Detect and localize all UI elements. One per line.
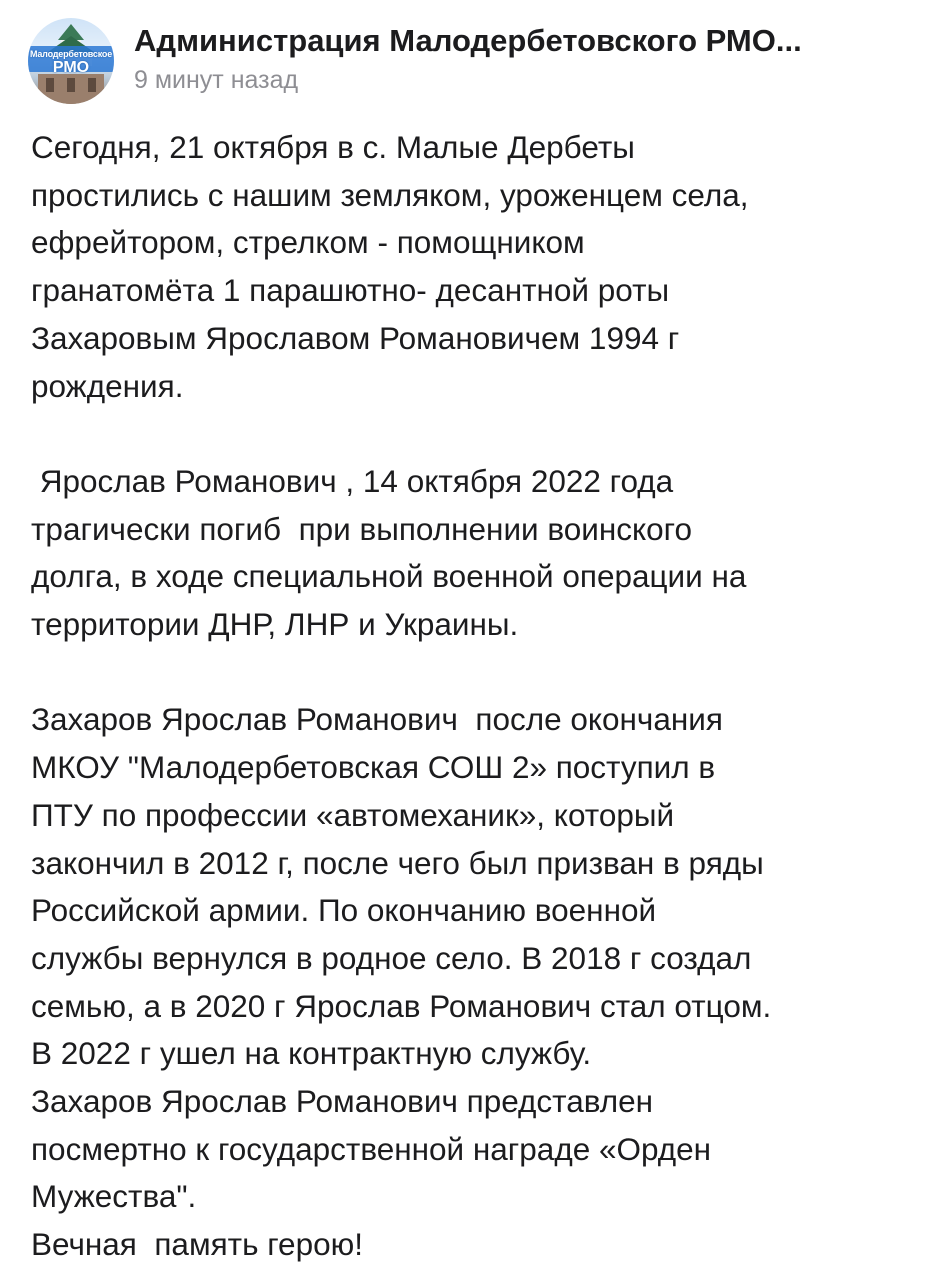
avatar-label-large: РМО [52, 59, 90, 76]
post-text [31, 124, 911, 1269]
post-timestamp[interactable]: 9 минут назад [134, 66, 299, 94]
post-text-line: гранатомёта 1 парашютно- десантной роты [31, 272, 670, 309]
post-text-line: Сегодня, 21 октября в с. Малые Дербеты [31, 129, 635, 165]
post-text-line: закончил в 2012 г, после чего был призван в ряды [31, 844, 764, 881]
post-text-line: трагически погиб при выполнении воинского [31, 510, 692, 547]
post-text-line: ПТУ по профессии «автомеханик», который [31, 796, 675, 833]
post-text-line: службы вернулся в родное село. В 2018 г создал [31, 939, 752, 976]
post-text-line: простились с нашим земляком, уроженцем села, [31, 176, 749, 213]
post-text-line: долга, в ходе специальной военной операции на [31, 558, 747, 595]
post-text-line: Захаровым Ярославом Романовичем 1994 г [31, 319, 680, 356]
avatar-label-small: Малодербетовское [29, 49, 113, 59]
post-text-line: Захаров Ярослав Романович представлен [31, 1083, 654, 1120]
paragraph-gap [31, 410, 911, 458]
post-text-line: МКОУ "Малодербетовская СОШ 2» поступил в [31, 749, 716, 786]
post-text-line: семью, а в 2020 г Ярослав Романович стал отцом. [31, 987, 772, 1024]
post-text-line: В 2022 г ушел на контрактную службу. [31, 1035, 592, 1072]
post-text-line: территории ДНР, ЛНР и Украины. [31, 606, 519, 643]
community-name[interactable]: Администрация Малодербетовского РМО... [134, 23, 802, 58]
post-text-line: Мужества". [31, 1178, 197, 1215]
post-header [28, 18, 908, 104]
post-text-line: рождения. [31, 367, 184, 404]
post-text-line: Вечная память герою! [31, 1226, 363, 1263]
paragraph-gap [31, 649, 911, 697]
community-avatar[interactable] [28, 18, 114, 104]
post-text-line: ефрейтором, стрелком - помощником [31, 224, 585, 261]
post-text-line: посмертно к государственной награде «Орден [31, 1130, 712, 1167]
post-text-line: Захаров Ярослав Романович после окончания [31, 701, 723, 738]
post-text-line: Ярослав Романович , 14 октября 2022 года [31, 462, 674, 499]
post-text-line: Российской армии. По окончанию военной [31, 892, 657, 929]
